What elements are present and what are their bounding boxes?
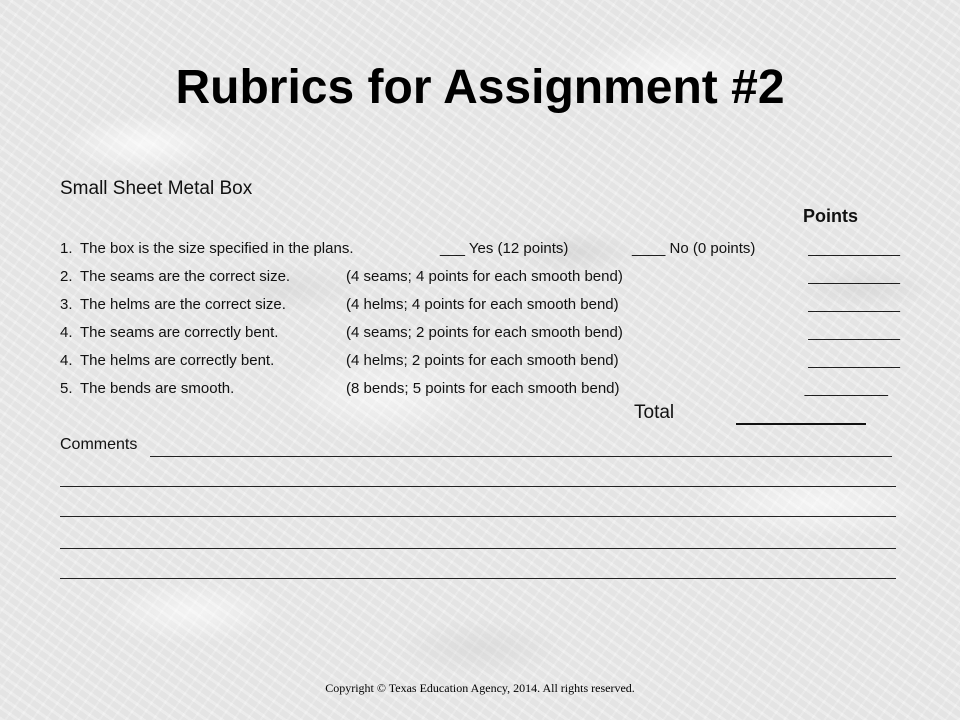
item-statement: The bends are smooth.	[80, 380, 235, 397]
rubric-item	[60, 352, 900, 376]
item-statement: The box is the size specified in the plans.	[80, 240, 354, 257]
score-blank: ___________	[808, 268, 900, 285]
no-option: ____ No (0 points)	[632, 240, 756, 257]
item-number: 3.	[60, 296, 73, 313]
item-statement: The helms are correctly bent.	[80, 352, 275, 369]
item-statement: The helms are the correct size.	[80, 296, 286, 313]
rubric-item	[60, 380, 900, 404]
total-score-blank	[736, 423, 866, 425]
score-blank: ___________	[808, 240, 900, 257]
score-blank: ___________	[808, 352, 900, 369]
item-number: 5.	[60, 380, 73, 397]
copyright-footer: Copyright © Texas Education Agency, 2014. All rights reserved.	[325, 681, 635, 695]
comments-label: Comments	[60, 436, 138, 453]
slide-title: Rubrics for Assignment #2	[175, 61, 785, 114]
item-detail: (4 seams; 2 points for each smooth bend)	[346, 324, 623, 341]
item-number: 4.	[60, 324, 73, 341]
item-detail: (4 helms; 4 points for each smooth bend)	[346, 296, 619, 313]
total-label: Total	[634, 402, 675, 423]
comments-line	[150, 456, 892, 457]
comments-line	[60, 486, 896, 487]
comments-line	[60, 516, 896, 517]
rubric-item	[60, 296, 900, 320]
item-detail: (4 seams; 4 points for each smooth bend)	[346, 268, 623, 285]
assignment-subtitle: Small Sheet Metal Box	[60, 178, 253, 199]
item-statement: The seams are the correct size.	[80, 268, 291, 285]
rubric-item	[60, 324, 900, 348]
comments-line	[60, 548, 896, 549]
yes-option: ___ Yes (12 points)	[440, 240, 569, 257]
points-column-header: Points	[802, 206, 858, 226]
rubric-item	[60, 240, 900, 264]
item-number: 4.	[60, 352, 73, 369]
score-blank: ___________	[808, 296, 900, 313]
item-number: 2.	[60, 268, 73, 285]
item-detail: (4 helms; 2 points for each smooth bend)	[346, 352, 619, 369]
comments-line	[60, 578, 896, 579]
score-blank: __________	[804, 380, 888, 397]
item-detail: (8 bends; 5 points for each smooth bend)	[346, 380, 620, 397]
rubric-item	[60, 268, 900, 292]
score-blank: ___________	[808, 324, 900, 341]
item-statement: The seams are correctly bent.	[80, 324, 279, 341]
item-number: 1.	[60, 240, 73, 257]
